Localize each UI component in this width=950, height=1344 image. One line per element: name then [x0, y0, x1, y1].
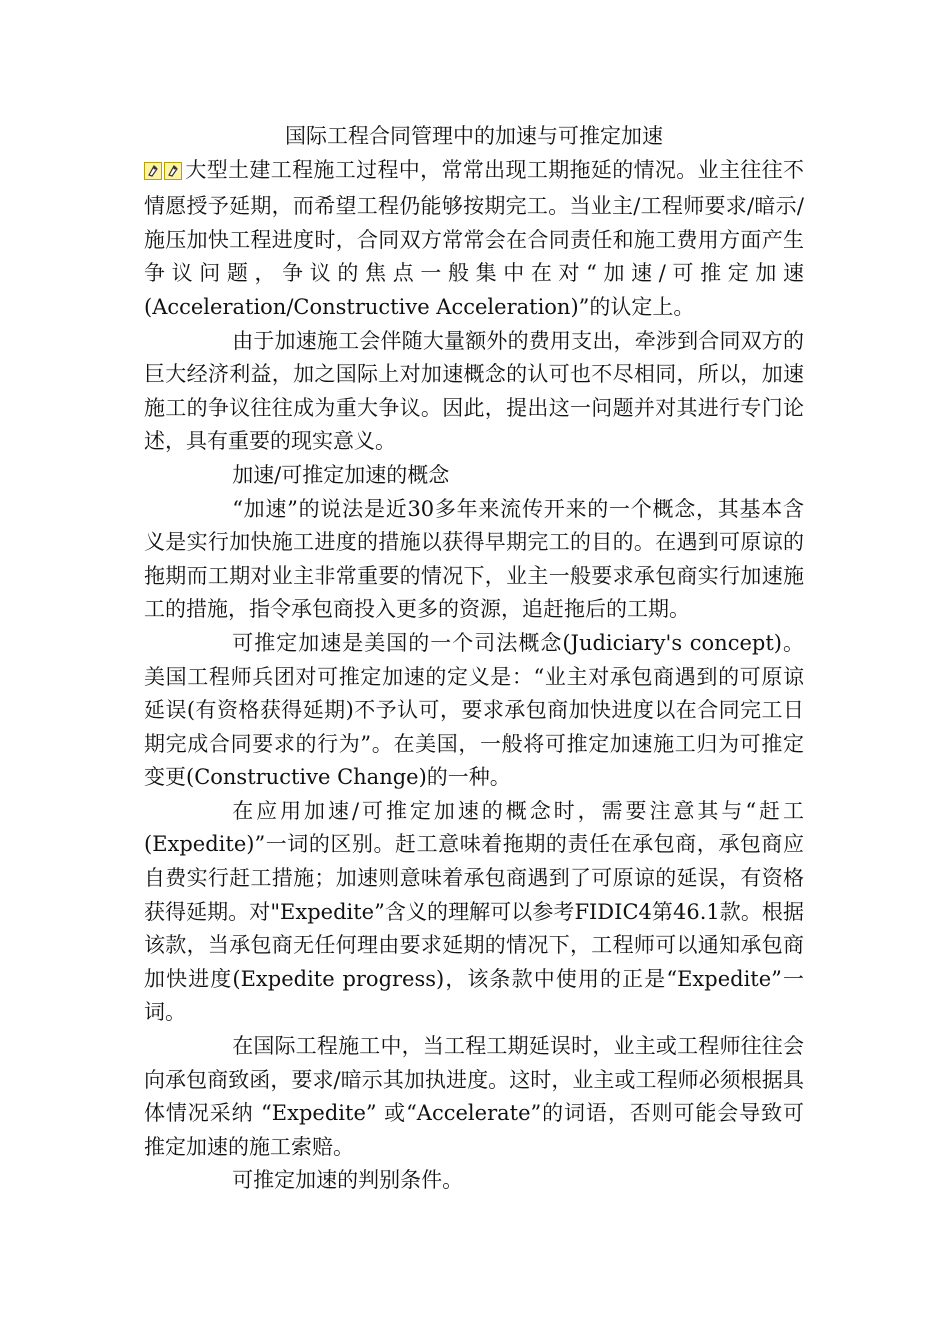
- sparkle-icon: [164, 162, 182, 180]
- paragraph-intro-text: 大型土建工程施工过程中，常常出现工期拖延的情况。业主往往不情愿授予延期，而希望工程仍能够按期完工。当业主/工程师要求/暗示/施压加快工程进度时，合同双方常常会在合同责任和施工费用方面产生争议问题，争议的焦点一般集中在对“加速/可推定加速(Acceleration/Constructive Acceleration)”的认定上。: [144, 157, 804, 319]
- section-heading-criteria: 可推定加速的判别条件。: [232, 1168, 464, 1193]
- paragraph-expedite-distinction: 在应用加速/可推定加速的概念时，需要注意其与“赶工(Expedite)”一词的区别。赶工意味着拖期的责任在承包商，承包商应自费实行赶工措施；加速则意味着承包商遇到了可原谅的延误，有资格获得延期。对"Expedite”含义的理解可以参考FIDIC4第46.1款。根据该款，当承包商无任何理由要求延期的情况下，工程师可以通知承包商加快进度(Expedite progress)，该条款中使用的正是“Expedite”一词。: [144, 798, 804, 1025]
- paragraph-international-practice: 在国际工程施工中，当工程工期延误时，业主或工程师往往会向承包商致函，要求/暗示其加执进度。这时，业主或工程师必须根据具体情况采纳 “Expedite” 或“Accelerate”的词语，否则可能会导致可推定加速的施工索赔。: [144, 1034, 804, 1159]
- paragraph-acceleration-definition: “加速”的说法是近30多年来流传开来的一个概念，其基本含义是实行加快施工进度的措施以获得早期完工的目的。在遇到可原谅的拖期而工期对业主非常重要的情况下，业主一般要求承包商实行加速施工的措施，指令承包商投入更多的资源，追赶拖后的工期。: [144, 496, 804, 622]
- paragraph-significance: 由于加速施工会伴随大量额外的费用支出，牵涉到合同双方的巨大经济利益，加之国际上对加速概念的认可也不尽相同，所以，加速施工的争议往往成为重大争议。因此，提出这一问题并对其进行专门论述，具有重要的现实意义。: [144, 328, 804, 454]
- paragraph-constructive-acceleration: 可推定加速是美国的一个司法概念(Judiciary's concept)。美国工程师兵团对可推定加速的定义是：“业主对承包商遇到的可原谅延误(有资格获得延期)不予认可，要求承包商加快进度以在合同完工日期完成合同要求的行为”。在美国，一般将可推定加速施工归为可推定变更(Constructive Change)的一种。: [144, 630, 804, 790]
- sparkle-icon: [144, 162, 162, 180]
- paragraph-intro: [144, 154, 804, 325]
- inline-icon-group: [144, 157, 184, 191]
- section-heading-concept: 加速/可推定加速的概念: [232, 462, 450, 487]
- document-page: [144, 120, 804, 1198]
- document-title: 国际工程合同管理中的加速与可推定加速: [285, 124, 663, 148]
